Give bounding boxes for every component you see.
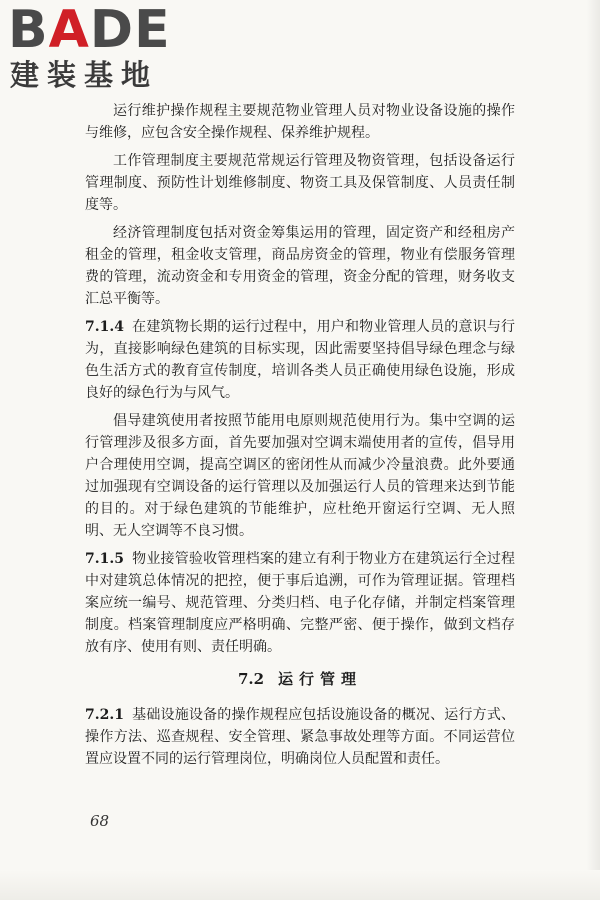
section-heading-7-2 [85, 668, 515, 690]
clause-number: 7.2.1 [85, 707, 124, 723]
bade-logo [8, 2, 178, 94]
page-number: 68 [90, 812, 110, 830]
clause-7-2-1 [85, 704, 515, 770]
logo-chinese-text: 建装基地 [10, 58, 159, 92]
clause-number: 7.1.4 [85, 319, 124, 335]
paragraph-economic-management: 经济管理制度包括对资金筹集运用的管理，固定资产和经租房产租金的管理，租金收支管理，商品房资金的管理，物业有偿服务管理费的管理，流动资金和专用资金的管理，资金分配的管理，财务收支汇总平衡等。 [85, 225, 515, 307]
document-body [85, 100, 515, 776]
clause-7-1-5 [85, 548, 515, 658]
paragraph-operation-rules: 运行维护操作规程主要规范物业管理人员对物业设备设施的操作与维修，应包含安全操作规程、保养维护规程。 [85, 103, 515, 141]
paragraph-energy-saving: 倡导建筑使用者按照节能用电原则规范使用行为。集中空调的运行管理涉及很多方面，首先要加强对空调末端使用者的宣传，倡导用户合理使用空调，提高空调区的密闭性从而减少冷量浪费。此外要通过加强现有空调设备的运行管理以及加强运行人员的管理来达到节能的目的。对于绿色建筑的节能维护，应杜绝开窗运行空调、无人照明、无人空调等不良习惯。 [85, 413, 515, 539]
clause-text: 在建筑物长期的运行过程中，用户和物业管理人员的意识与行为，直接影响绿色建筑的目标实现，因此需要坚持倡导绿色理念与绿色生活方式的教育宣传制度，培训各类人员正确使用绿色设施，形成良好的绿色行为与风气。 [85, 319, 515, 401]
clause-text: 基础设施设备的操作规程应包括设施设备的概况、运行方式、操作方法、巡查规程、安全管理、紧急事故处理等方面。不同运营位置应设置不同的运行管理岗位，明确岗位人员配置和责任。 [85, 707, 515, 767]
logo-wordmark: BADE [8, 0, 171, 60]
clause-number: 7.1.5 [85, 551, 124, 567]
page-edge-shadow [586, 0, 600, 900]
section-title: 运行管理 [278, 670, 363, 688]
paragraph-work-management: 工作管理制度主要规范常规运行管理及物资管理，包括设备运行管理制度、预防性计划维修制度、物资工具及保管制度、人员责任制度等。 [85, 153, 515, 213]
page-bottom-band [0, 870, 600, 900]
section-number: 7.2 [237, 670, 265, 688]
clause-text: 物业接管验收管理档案的建立有利于物业方在建筑运行全过程中对建筑总体情况的把控，便于事后追溯，可作为管理证据。管理档案应统一编号、规范管理、分类归档、电子化存储，并制定档案管理制度。档案管理制度应严格明确、完整严密、便于操作，做到文档存放有序、使用有则、责任明确。 [85, 551, 515, 655]
clause-7-1-4 [85, 316, 515, 404]
